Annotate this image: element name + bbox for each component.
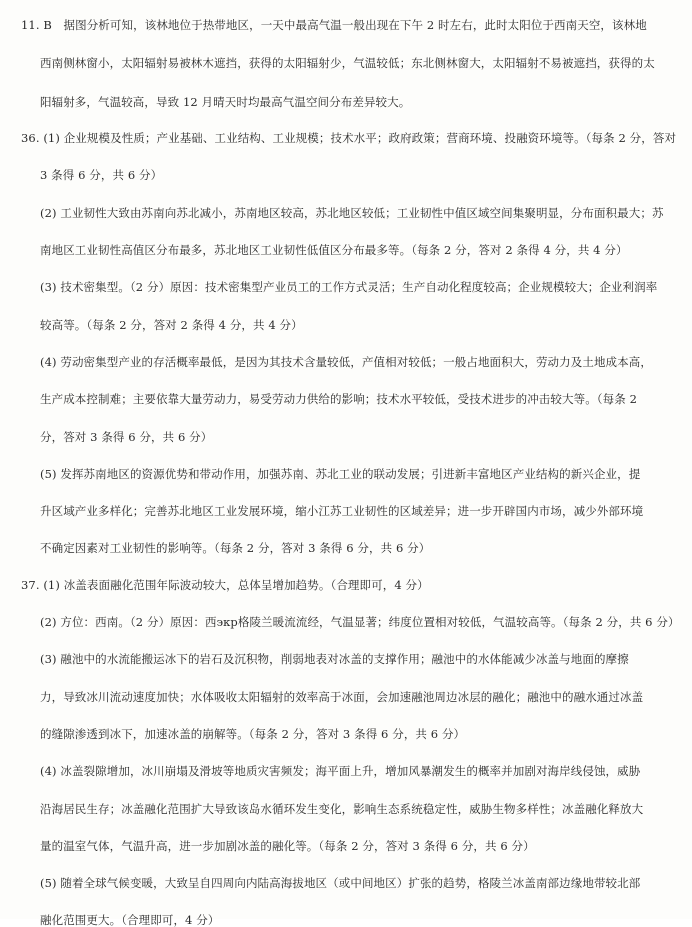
answer-36-4-line-3: 分，答对 3 条得 6 分，共 6 分） [40,430,213,444]
answer-11-line-3: 阳辐射多，气温较高，导致 12 月晴天时均最高气温空间分布差异较大。 [40,95,411,109]
answer-37-3-line-2: 力，导致冰川流动速度加快；水体吸收太阳辐射的效率高于冰面，会加速融池周边冰层的融化；融池中的融水通过冰盖 [40,690,644,704]
answer-36-3-line-2: 较高等。（每条 2 分，答对 2 条得 4 分，共 4 分） [40,318,303,332]
answer-36-3-line-1: (3) 技术密集型。（2 分）原因：技术密集型产业员工的工作方式灵活；生产自动化程度较高；企业规模较大；企业利润率 [40,280,658,294]
answer-36-5-line-2: 升区域产业多样化；完善苏北地区工业发展环境，缩小江苏工业韧性的区域差异；进一步开辟国内市场，减少外部环境 [40,504,644,518]
answer-37-4-line-1: (4) 冰盖裂隙增加，冰川崩塌及滑坡等地质灾害频发；海平面上升，增加风暴潮发生的概率并加剧对海岸线侵蚀，威胁 [40,764,641,778]
answer-37-3-line-1: (3) 融池中的水流能搬运冰下的岩石及沉积物，削弱地表对冰盖的支撑作用；融池中的水体能减少冰盖与地面的摩擦 [40,652,629,666]
answer-37-2-line-1: (2) 方位：西南。（2 分）原因：西экр格陵兰暖流流经，气温显著；纬度位置相对较低，气温较高等。（每条 2 分，共 6 分） [40,615,680,629]
answer-37-5-line-2: 融化范围更大。（合理即可，4 分） [40,913,220,927]
answer-37-3-line-3: 的缝隙渗透到冰下，加速冰盖的崩解等。（每条 2 分，答对 3 条得 6 分，共 6 分） [40,727,466,741]
answer-36-2-line-1: (2) 工业韧性大致由苏南向苏北减小，苏南地区较高，苏北地区较低；工业韧性中值区域空间集聚明显，分布面积最大；苏 [40,206,664,220]
answer-36-4-line-1: (4) 劳动密集型产业的存活概率最低，是因为其技术含量较低，产值相对较低；一般占地面积大，劳动力及土地成本高， [40,355,652,369]
answer-11-line-2: 西南侧林窗小，太阳辐射易被林木遮挡，获得的太阳辐射少，气温较低；东北侧林窗大，太阳辐射不易被遮挡，获得的太 [40,56,655,70]
answer-36-2-line-2: 南地区工业韧性高值区分布最多，苏北地区工业韧性低值区分布最多等。（每条 2 分，答对 2 条得 4 分，共 4 分） [40,243,628,257]
answer-37-1-line-1: 37. (1) 冰盖表面融化范围年际波动较大，总体呈增加趋势。（合理即可，4 分） [21,578,429,592]
answer-11-line-1: 11. B 据图分析可知，该林地位于热带地区，一天中最高气温一般出现在下午 2 时左右，此时太阳位于西南天空，该林地 [21,18,647,32]
answer-37-5-line-1: (5) 随着全球气候变暖，大致呈自四周向内陆高海拔地区（或中间地区）扩张的趋势，格陵兰冰盖南部边缘地带较北部 [40,876,641,890]
answer-36-1-line-1: 36. (1) 企业规模及性质；产业基础、工业结构、工业规模；技术水平；政府政策；营商环境、投融资环境等。（每条 2 分，答对 [21,131,677,145]
answer-36-5-line-3: 不确定因素对工业韧性的影响等。（每条 2 分，答对 3 条得 6 分，共 6 分） [40,541,431,555]
answer-36-1-line-2: 3 条得 6 分，共 6 分） [40,168,163,182]
answer-37-4-line-2: 沿海居民生存；冰盖融化范围扩大导致该岛水循环发生变化，影响生态系统稳定性，威胁生物多样性；冰盖融化释放大 [40,802,644,816]
answer-37-4-line-3: 量的温室气体，气温升高，进一步加剧冰盖的融化等。（每条 2 分，答对 3 条得 6 分，共 6 分） [40,839,535,853]
answer-36-4-line-2: 生产成本控制难；主要依靠大量劳动力，易受劳动力供给的影响；技术水平较低，受技术进步的冲击较大等。（每条 2 [40,392,638,406]
answer-36-5-line-1: (5) 发挥苏南地区的资源优势和带动作用，加强苏南、苏北工业的联动发展；引进新丰富地区产业结构的新兴企业，提 [40,467,641,481]
